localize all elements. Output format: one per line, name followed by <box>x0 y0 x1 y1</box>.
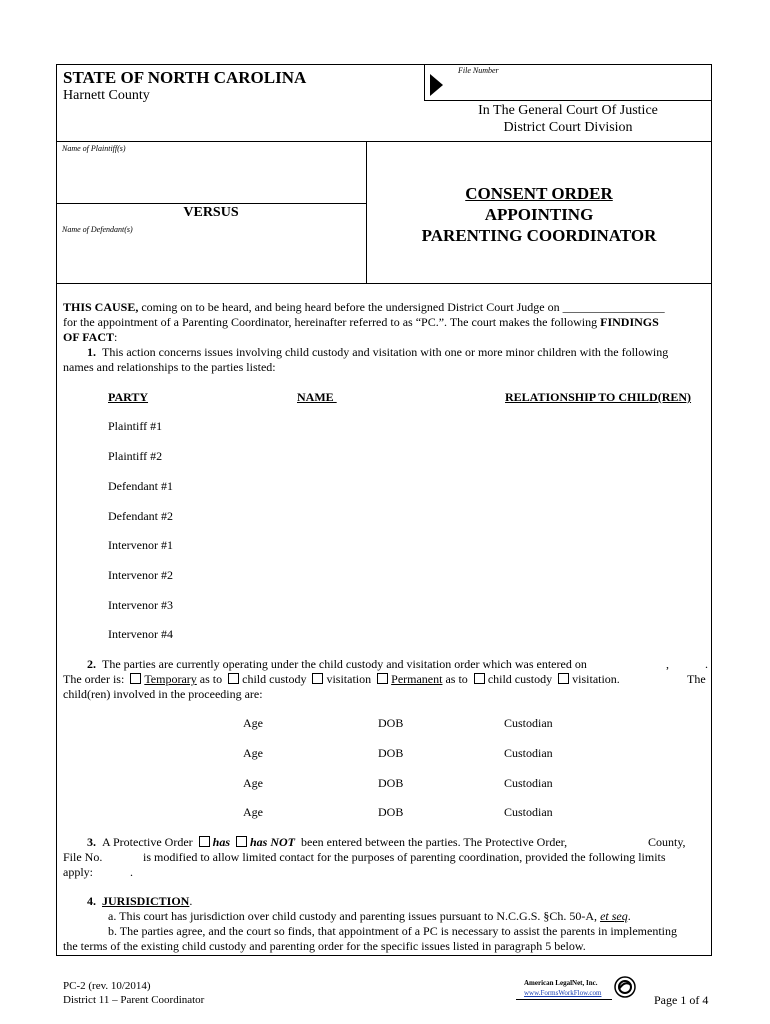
para1-text-1: This action concerns issues involving child custody and visitation with one or more minor children with the following <box>102 345 669 359</box>
para4-b-line-2: the terms of the existing child custody and parenting order for the specific issues listed in paragraph 5 below. <box>63 939 586 953</box>
child-custody-label: child custody <box>242 672 307 686</box>
para4-a-text: a. This court has jurisdiction over child custody and parenting issues pursuant to N.C.G.S. §Ch. 50-A, <box>108 909 598 923</box>
intro-line-3 <box>63 330 117 344</box>
child-dob: DOB <box>378 805 404 819</box>
child-dob: DOB <box>378 746 404 760</box>
has-not-label: has NOT <box>249 835 295 849</box>
para4-line-1 <box>87 894 192 908</box>
plaintiff-rule <box>56 203 366 204</box>
apply-label: apply: <box>63 865 93 879</box>
versus-label: VERSUS <box>183 205 239 220</box>
party-row: Plaintiff #1 <box>108 419 163 433</box>
publisher-name: American LegalNet, Inc. <box>524 979 598 987</box>
para4-a: a. This court has jurisdiction over child custody and parenting issues pursuant to N.C.G.S. §Ch. 50-A, et seq. <box>108 909 631 923</box>
para3-text-2: is modified to allow limited contact for the purposes of parenting coordination, provided the following limits <box>143 850 666 864</box>
child-custodian: Custodian <box>504 776 553 790</box>
party-row: Plaintiff #2 <box>108 449 163 463</box>
party-row: Intervenor #4 <box>108 627 173 641</box>
para4-b-line-1: b. The parties agree, and the court so finds, that appointment of a PC is necessary to assist the parents in implementing <box>108 924 677 938</box>
party-header: PARTY <box>108 390 149 404</box>
publisher-link[interactable]: www.FormsWorkFlow.com <box>524 989 602 997</box>
para3-number: 3. <box>87 835 96 849</box>
intro-line-1 <box>63 300 665 314</box>
party-row: Defendant #2 <box>108 509 173 523</box>
publisher-rule <box>516 999 612 1000</box>
child-custody-label-2: child custody <box>487 672 553 686</box>
intro-text-1: coming on to be heard, and being heard before the undersigned District Court Judge on _________________ <box>138 300 665 314</box>
para2-the: The <box>687 672 706 686</box>
child-age: Age <box>243 746 263 760</box>
this-cause: THIS CAUSE, <box>63 300 139 314</box>
has-not-checkbox[interactable] <box>236 836 247 847</box>
para2-line-3: child(ren) involved in the proceeding are: <box>63 687 263 701</box>
permanent-visitation-checkbox[interactable] <box>558 673 569 684</box>
order-is-label: The order is: <box>63 672 125 686</box>
page-number: Page 1 of 4 <box>654 993 709 1007</box>
jurisdiction-period: . <box>189 894 193 908</box>
court-line-2: District Court Division <box>503 120 633 135</box>
intro-colon: : <box>114 330 118 344</box>
para1-line-2: names and relationships to the parties listed: <box>63 360 276 374</box>
para2-number: 2. <box>87 657 96 671</box>
child-age: Age <box>243 716 263 730</box>
county-name: Harnett County <box>63 88 150 103</box>
temporary-custody-checkbox[interactable] <box>228 673 239 684</box>
para2-date-comma: , <box>666 657 669 671</box>
name-header: NAME <box>297 390 337 404</box>
child-age: Age <box>243 805 263 819</box>
para3-text-1: been entered between the parties. The Protective Order, <box>301 835 568 849</box>
protective-order-label: A Protective Order <box>102 835 193 849</box>
child-custodian: Custodian <box>504 805 553 819</box>
form-number: PC-2 (rev. 10/2014) <box>63 980 151 992</box>
temporary-checkbox[interactable] <box>130 673 141 684</box>
header-divider <box>424 100 712 101</box>
file-no-label: File No. <box>63 850 103 864</box>
has-checkbox[interactable] <box>199 836 210 847</box>
file-number-divider <box>424 64 425 101</box>
defendant-label: Name of Defendant(s) <box>62 225 133 234</box>
para1-line-1 <box>87 345 668 359</box>
apply-period: . <box>130 865 133 879</box>
party-row: Defendant #1 <box>108 479 173 493</box>
as-to-label: as to <box>199 672 223 686</box>
para2-date-period: . <box>705 657 708 671</box>
para2-line-2 <box>63 672 707 686</box>
child-dob: DOB <box>378 776 404 790</box>
plaintiff-label: Name of Plaintiff(s) <box>62 144 126 153</box>
order-title-2: APPOINTING <box>484 205 594 224</box>
et-seq: et seq <box>600 909 628 923</box>
intro-line-2 <box>63 315 659 329</box>
para1-number: 1. <box>87 345 96 359</box>
jurisdiction-heading: JURISDICTION <box>102 894 190 908</box>
para4-number: 4. <box>87 894 96 908</box>
party-row: Intervenor #3 <box>108 598 173 612</box>
publisher-logo-icon <box>614 976 636 998</box>
caption-bottom-rule <box>56 283 712 284</box>
para2-line-1 <box>87 657 587 671</box>
order-title-1: CONSENT ORDER <box>465 184 613 203</box>
file-number-label: File Number <box>458 66 499 75</box>
court-line-1: In The General Court Of Justice <box>478 103 658 118</box>
permanent-checkbox[interactable] <box>377 673 388 684</box>
district-label: District 11 – Parent Coordinator <box>63 994 205 1006</box>
child-dob: DOB <box>378 716 404 730</box>
para2-text-1: The parties are currently operating under the child custody and visitation order which was entered on <box>102 657 587 671</box>
para3-line-1 <box>87 835 567 849</box>
temporary-label: Temporary <box>144 672 197 686</box>
para3-county: County, <box>648 835 686 849</box>
permanent-custody-checkbox[interactable] <box>474 673 485 684</box>
relationship-header: RELATIONSHIP TO CHILD(REN) <box>505 390 692 404</box>
child-age: Age <box>243 776 263 790</box>
child-custodian: Custodian <box>504 716 553 730</box>
findings-label: FINDINGS <box>600 315 659 329</box>
intro-text-2: for the appointment of a Parenting Coordinator, hereinafter referred to as “PC.”. The court makes the following <box>63 315 601 329</box>
temporary-visitation-checkbox[interactable] <box>312 673 323 684</box>
of-fact-label: OF FACT <box>63 330 114 344</box>
permanent-label: Permanent <box>391 672 443 686</box>
state-title: STATE OF NORTH CAROLINA <box>63 68 307 87</box>
visitation-label-2: visitation. <box>572 672 620 686</box>
as-to-label-2: as to <box>445 672 468 686</box>
visitation-label: visitation <box>326 672 372 686</box>
child-custodian: Custodian <box>504 746 553 760</box>
party-row: Intervenor #1 <box>108 538 173 552</box>
party-row: Intervenor #2 <box>108 568 173 582</box>
caption-top-rule <box>56 141 712 142</box>
file-number-arrow-icon <box>430 74 443 96</box>
order-title-3: PARENTING COORDINATOR <box>421 226 657 245</box>
has-label: has <box>212 835 230 849</box>
